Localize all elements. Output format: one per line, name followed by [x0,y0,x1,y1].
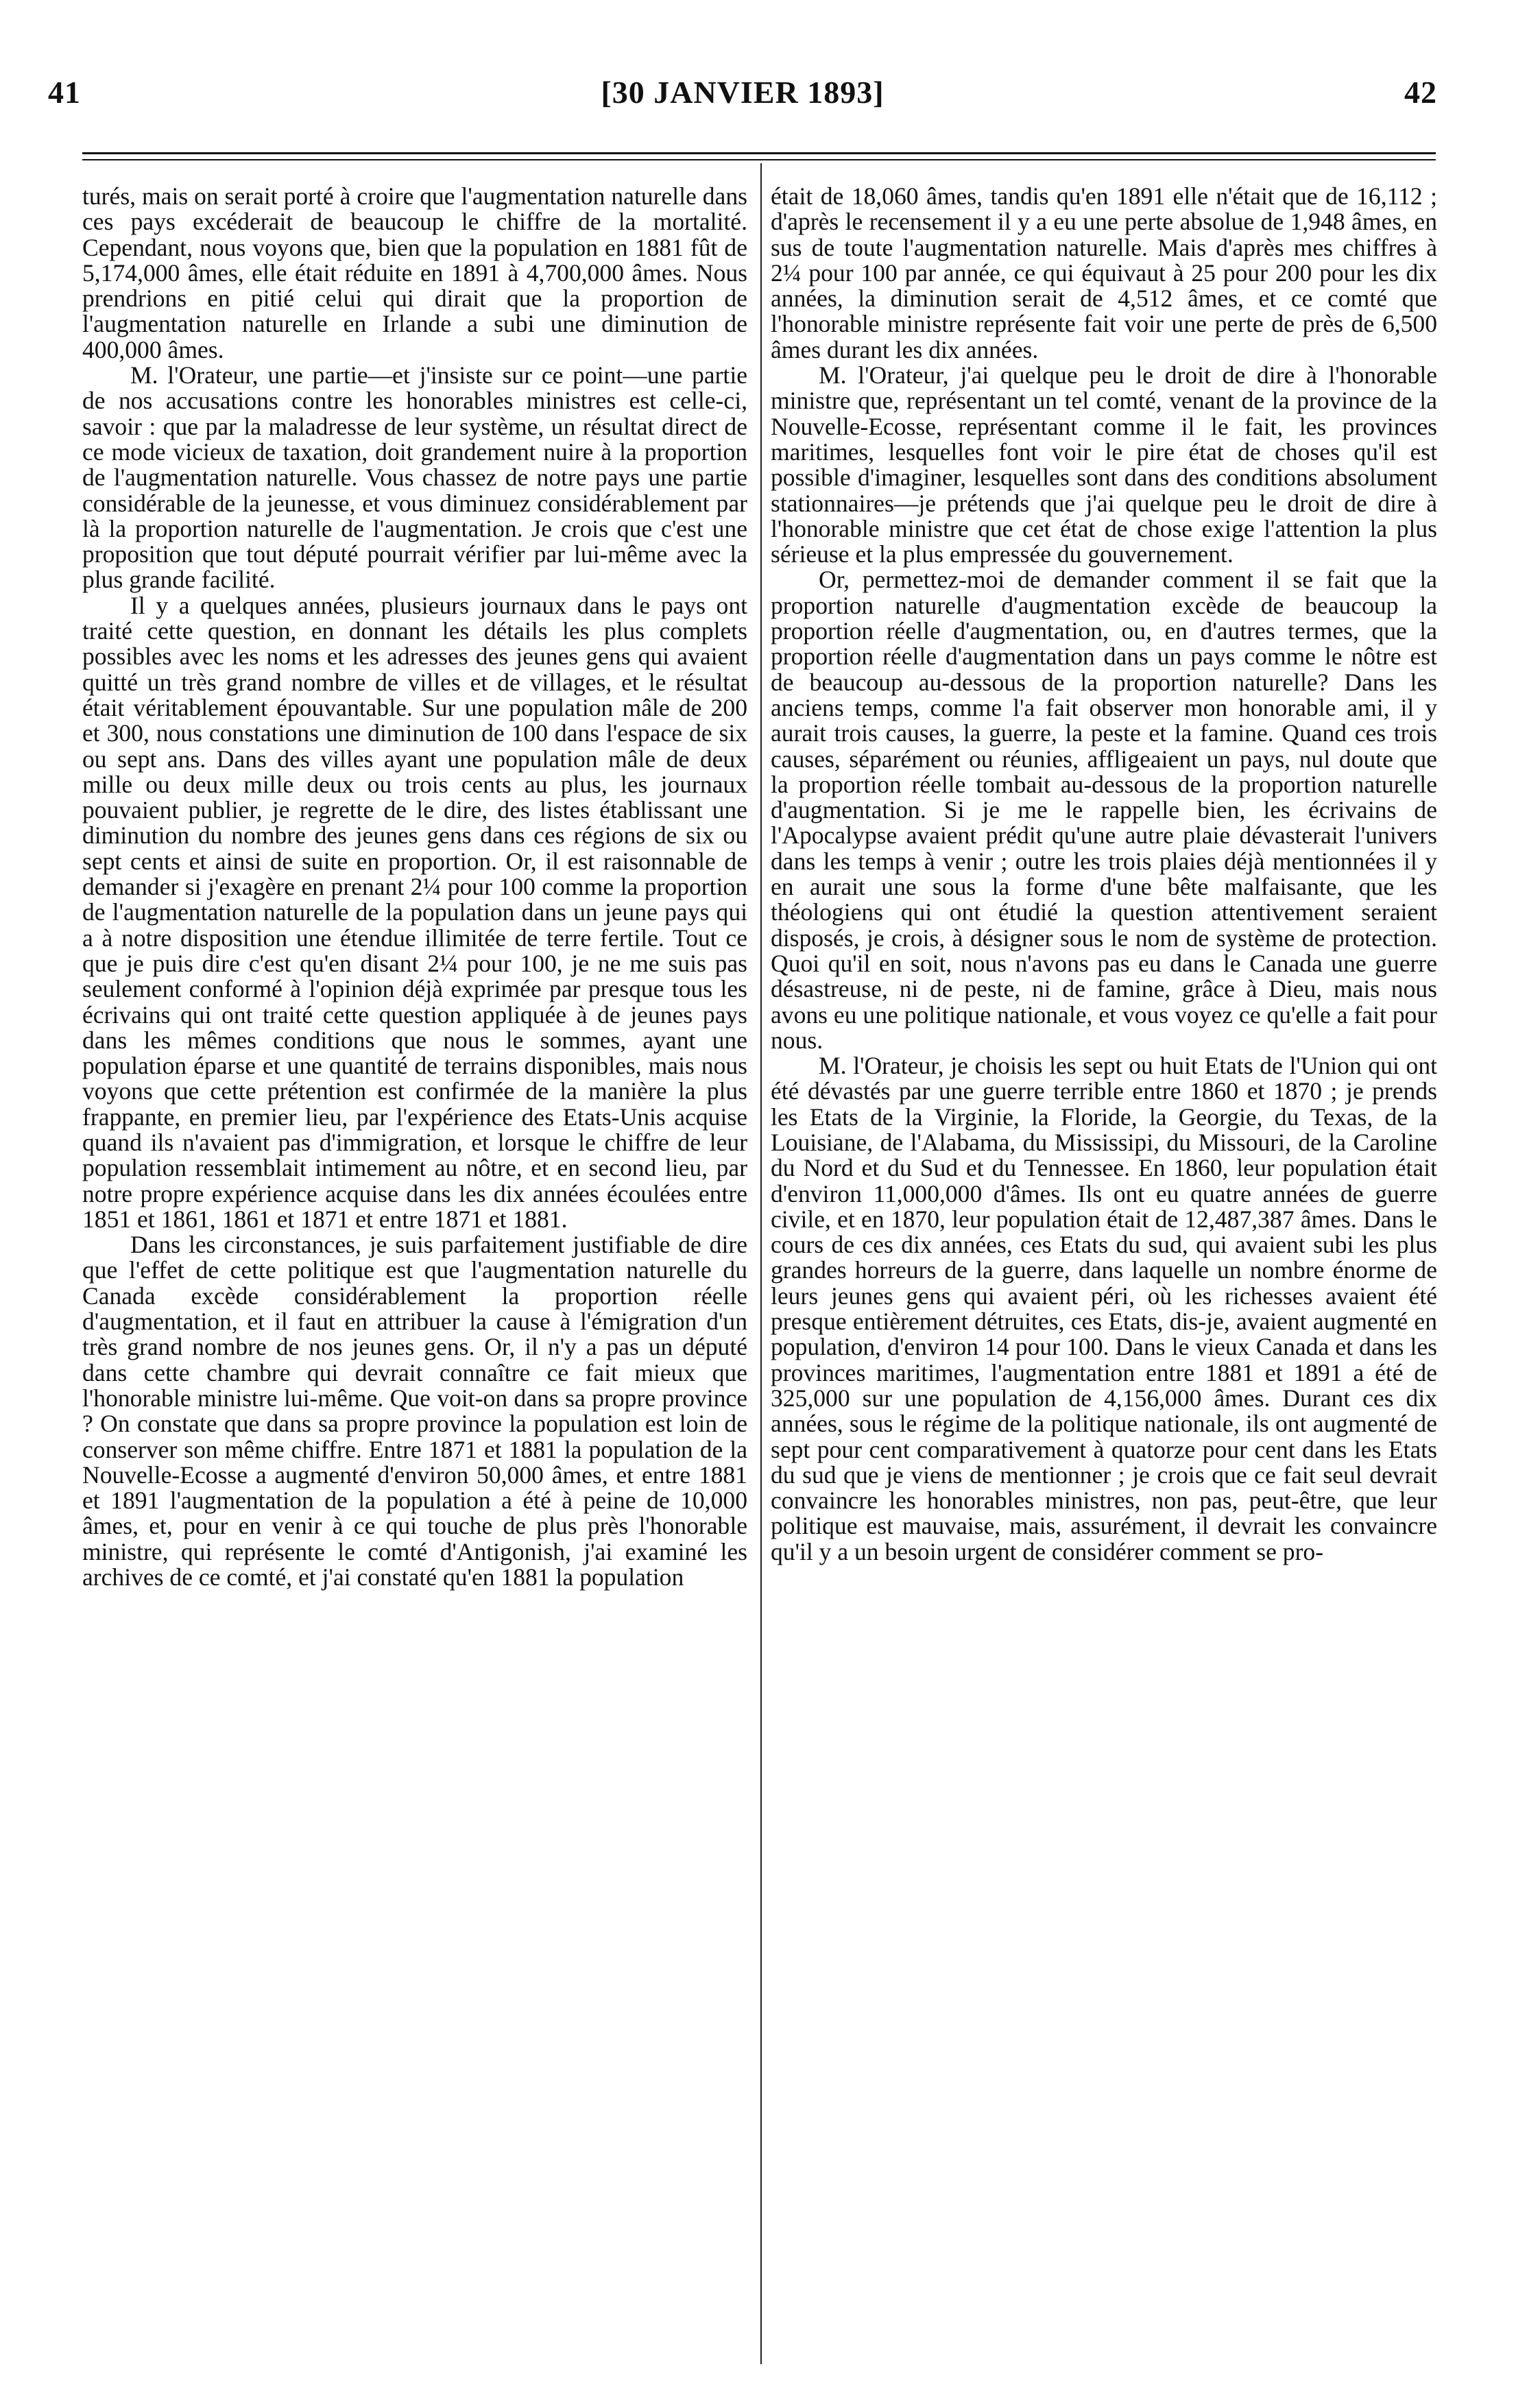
left-paragraph-1: turés, mais on serait porté à croire que l'augmentation naturelle dans ces pays excéderait de beaucoup le chiffre de la mortalité. Cependant, nous voyons que, bien que la population en 1881 fût de 5,174,000 âmes, elle était réduite en 1891 à 4,700,000 âmes. Nous prendrions en pitié celui qui dirait que la proportion de l'augmentation naturelle en Irlande a subi une diminution de 400,000 âmes. [82,182,747,363]
left-paragraph-2: M. l'Orateur, une partie—et j'insiste sur ce point—une partie de nos accusations contre les honorables ministres est celle-ci, savoir : que par la maladresse de leur système, un résultat direct de ce mode vicieux de taxation, doit grandement nuire à la proportion de l'augmentation naturelle. Vous chassez de notre pays une partie considérable de la jeunesse, et vous diminuez considérablement par là la proportion naturelle de l'augmentation. Je crois que c'est une proposition que tout député pourrait vérifier par lui-même avec la plus grande facilité. [82,361,747,594]
header-rule-top [82,152,1436,154]
page-number-right: 42 [1404,75,1437,110]
left-paragraph-4: Dans les circonstances, je suis parfaitement justifiable de dire que l'effet de cette politique est que l'augmentation naturelle du Canada excède considérablement la proportion réelle d'augmentation, et il faut en attribuer la cause à l'émigration d'un très grand nombre de nos jeunes gens. Or, il n'y a pas un député dans cette chambre qui devrait connaître ce fait mieux que l'honorable ministre lui-même. Que voit-on dans sa propre province ? On constate que dans sa propre province la population est loin de conserver son même chiffre. Entre 1871 et 1881 la population de la Nouvelle-Ecosse a augmenté d'environ 50,000 âmes, et entre 1881 et 1891 l'augmentation de la population a été à peine de 10,000 âmes, et, pour en venir à ce qui touche de plus près l'honorable ministre, qui représente le comté d'Antigonish, j'ai examiné les archives de ce comté, et j'ai constaté qu'en 1881 la population [82,1231,747,1591]
right-paragraph-2: M. l'Orateur, j'ai quelque peu le droit de dire à l'honorable ministre que, représentant un tel comté, venant de la province de la Nouvelle-Ecosse, représentant comme il le fait, les provinces maritimes, lesquelles font voir le pire état de choses qu'il est possible d'imaginer, lesquelles sont dans des conditions absolument stationnaires—je prétends que j'ai quelque peu le droit de dire à l'honorable ministre que cet état de chose exige l'attention la plus sérieuse et la plus empressée du gouvernement. [771,361,1437,568]
right-paragraph-1: était de 18,060 âmes, tandis qu'en 1891 elle n'était que de 16,112 ; d'après le recensement il y a eu une perte absolue de 1,948 âmes, en sus de toute l'augmentation naturelle. Mais d'après mes chiffres à 2¼ pour 100 par année, ce qui équivaut à 25 pour 200 pour les dix années, la diminution serait de 4,512 âmes, et ce comté que l'honorable ministre représente fait voir une perte de près de 6,500 âmes durant les dix années. [771,182,1437,363]
right-paragraph-4: M. l'Orateur, je choisis les sept ou huit Etats de l'Union qui ont été dévastés par une guerre terrible entre 1860 et 1870 ; je prends les Etats de la Virginie, la Floride, la Georgie, du Texas, de la Louisiane, de l'Alabama, du Mississipi, du Missouri, de la Caroline du Nord et du Sud et du Tennessee. En 1860, leur population était d'environ 11,000,000 d'âmes. Ils ont eu quatre années de guerre civile, et en 1870, leur population était de 12,487,387 âmes. Dans le cours de ces dix années, ces Etats du sud, qui avaient subi les plus grandes horreurs de la guerre, dans laquelle un nombre énorme de leurs jeunes gens qui avaient péri, où les richesses avaient été presque entièrement détruites, ces Etats, dis-je, avaient augmenté en population, d'environ 14 pour 100. Dans le vieux Canada et dans les provinces maritimes, l'augmentation entre 1881 et 1891 a été de 325,000 sur une population de 4,156,000 âmes. Durant ces dix années, sous le régime de la politique nationale, ils ont augmenté de sept pour cent comparativement à quatorze pour cent dans les Etats du sud que je viens de mentionner ; je crois que ce fait seul devrait convaincre les honorables ministres, non pas, peut-être, que leur politique est mauvaise, mais, assurément, il devrait les convaincre qu'il y a un besoin urgent de considérer comment se pro- [771,1052,1437,1565]
left-paragraph-3: Il y a quelques années, plusieurs journaux dans le pays ont traité cette question, en donnant les détails les plus complets possibles avec les noms et les adresses des jeunes gens qui avaient quitté un très grand nombre de villes et de villages, et le résultat était véritablement épouvantable. Sur une population mâle de 200 et 300, nous constations une diminution de 100 dans l'espace de six ou sept ans. Dans des villes ayant une population mâle de deux mille ou deux mille deux ou trois cents au plus, les journaux pouvaient publier, je regrette de le dire, des listes établissant une diminution du nombre des jeunes gens dans ces régions de six ou sept cents et ainsi de suite en proportion. Or, il est raisonnable de demander si j'exagère en prenant 2¼ pour 100 comme la proportion de l'augmentation naturelle de la population dans un jeune pays qui a à notre disposition une étendue illimitée de terre fertile. Tout ce que je puis dire c'est qu'en disant 2¼ pour 100, je ne me suis pas seulement conformé à l'opinion déjà exprimée par presque tous les écrivains qui ont traité cette question appliquée à de jeunes pays dans les mêmes conditions que nous le sommes, ayant une population éparse et une quantité de terrains disponibles, mais nous voyons que cette prétention est confirmée de la manière la plus frappante, en premier lieu, par l'expérience des Etats-Unis acquise quand ils n'avaient pas d'immigration, et lorsque le chiffre de leur population ressemblait intimement au nôtre, et en second lieu, par notre propre expérience acquise dans les dix années écoulées entre 1851 et 1861, 1861 et 1871 et entre 1871 et 1881. [82,591,747,1233]
page-header [48,74,1437,122]
left-column [82,184,747,1590]
header-rule-bottom [82,159,1436,160]
date-heading: [30 JANVIER 1893] [601,75,885,110]
column-divider [760,163,762,2364]
right-paragraph-3: Or, permettez-moi de demander comment il se fait que la proportion naturelle d'augmentation excède de beaucoup la proportion réelle d'augmentation, ou, en d'autres termes, que la proportion réelle d'augmentation dans un pays comme le nôtre est de beaucoup au-dessous de la proportion naturelle? Dans les anciens temps, comme l'a fait observer mon honorable ami, il y aurait trois causes, la guerre, la peste et la famine. Quand ces trois causes, séparément ou réunies, affligeaient un pays, nul doute que la proportion réelle tombait au-dessous de la proportion naturelle d'augmentation. Si je me le rappelle bien, les écrivains de l'Apocalypse avaient prédit qu'une autre plaie dévasterait l'univers dans les temps à venir ; outre les trois plaies déjà mentionnées il y en aurait une sous la forme d'une bête malfaisante, que les théologiens qui ont étudié la question attentivement seraient disposés, je crois, à désigner sous le nom de système de protection. Quoi qu'il en soit, nous n'avons pas eu dans le Canada une guerre désastreuse, ni de peste, ni de famine, grâce à Dieu, mais nous avons eu une politique nationale, et vous voyez ce qu'elle a fait pour nous. [771,566,1437,1054]
right-column [771,184,1437,1565]
page-number-left: 41 [48,75,81,110]
